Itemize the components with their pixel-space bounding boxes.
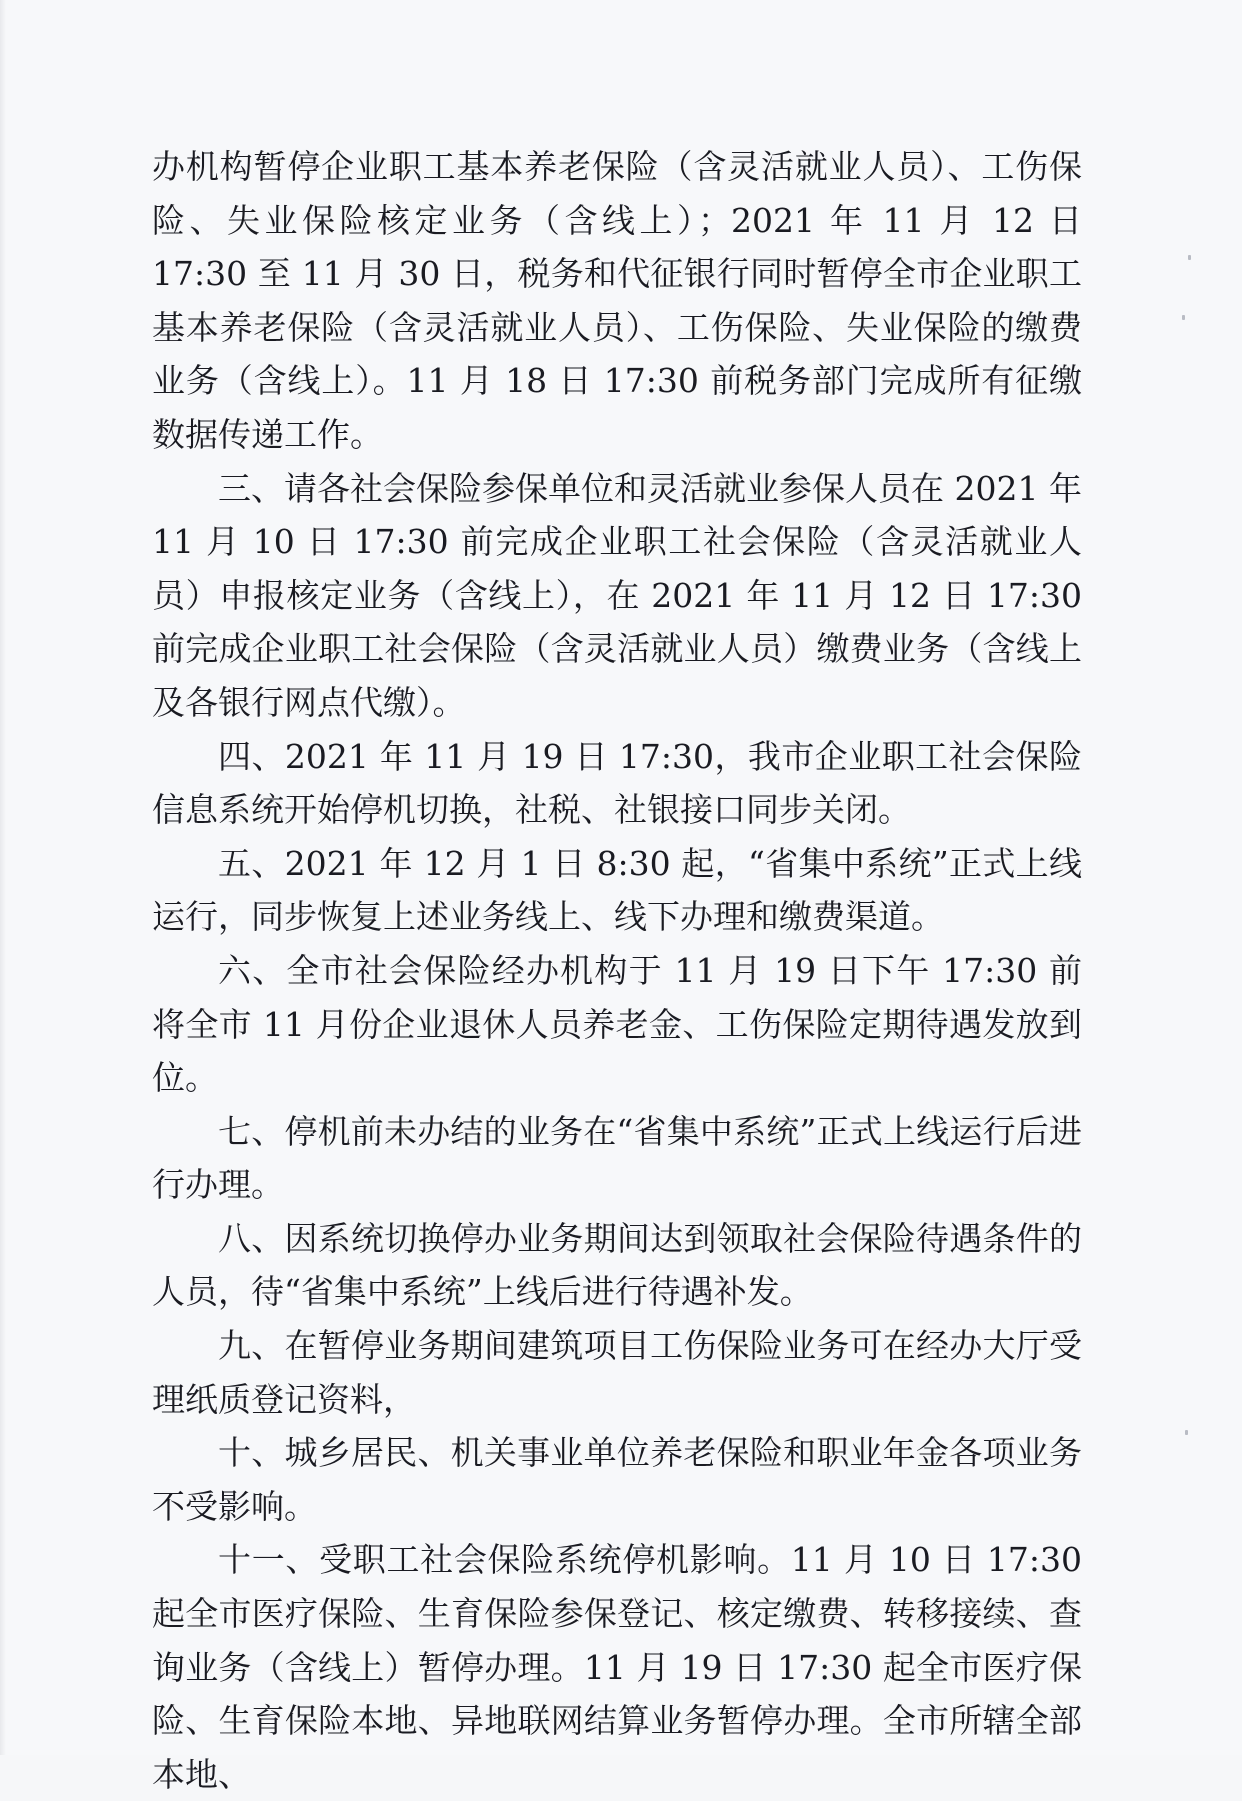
document-body — [152, 140, 1082, 1801]
paragraph-item-4: 四、2021 年 11 月 19 日 17:30，我市企业职工社会保险信息系统开始停机切换，社税、社银接口同步关闭。 — [152, 736, 1082, 830]
scan-speck — [1188, 255, 1191, 260]
scan-speck — [1185, 1430, 1188, 1435]
paragraph-item-8: 八、因系统切换停办业务期间达到领取社会保险待遇条件的人员，待“省集中系统”上线后进行待遇补发。 — [152, 1218, 1082, 1312]
scan-speck — [1182, 315, 1185, 320]
paragraph-item-9: 九、在暂停业务期间建筑项目工伤保险业务可在经办大厅受理纸质登记资料， — [152, 1326, 1082, 1419]
paragraph-item-10: 十、城乡居民、机关事业单位养老保险和职业年金各项业务不受影响。 — [152, 1433, 1082, 1526]
paragraph-item-11: 十一、受职工社会保险系统停机影响。11 月 10 日 17:30 起全市医疗保险、生育保险参保登记、核定缴费、转移接续、查询业务（含线上）暂停办理。11 月 19 日 17:30 起全市医疗保险、生育保险本地、异地联网结算业务暂停办理。全市所辖全部本地、 — [152, 1540, 1082, 1794]
paragraph-item-3: 三、请各社会保险参保单位和灵活就业参保人员在 2021 年 11 月 10 日 17:30 前完成企业职工社会保险（含灵活就业人员）申报核定业务（含线上），在 2021 年 11 月 12 日 17:30 前完成企业职工社会保险（含灵活就业人员）缴费业务（含线上及各银行网点代缴）。 — [152, 468, 1082, 722]
scan-edge-shadow — [0, 0, 6, 1755]
paragraph-item-7: 七、停机前未办结的业务在“省集中系统”正式上线运行后进行办理。 — [152, 1111, 1082, 1205]
paragraph-item-5: 五、2021 年 12 月 1 日 8:30 起，“省集中系统”正式上线运行，同步恢复上述业务线上、线下办理和缴费渠道。 — [152, 843, 1082, 937]
paragraph-item-6: 六、全市社会保险经办机构于 11 月 19 日下午 17:30 前将全市 11 月份企业退休人员养老金、工伤保险定期待遇发放到位。 — [152, 950, 1082, 1098]
paragraph-continuation: 办机构暂停企业职工基本养老保险（含灵活就业人员）、工伤保险、失业保险核定业务（含线上）；2021 年 11 月 12 日 17:30 至 11 月 30 日，税务和代征银行同时暂停全市企业职工基本养老保险（含灵活就业人员）、工伤保险、失业保险的缴费业务（含线上）。11 月 18 日 17:30 前税务部门完成所有征缴数据传递工作。 — [152, 147, 1082, 454]
